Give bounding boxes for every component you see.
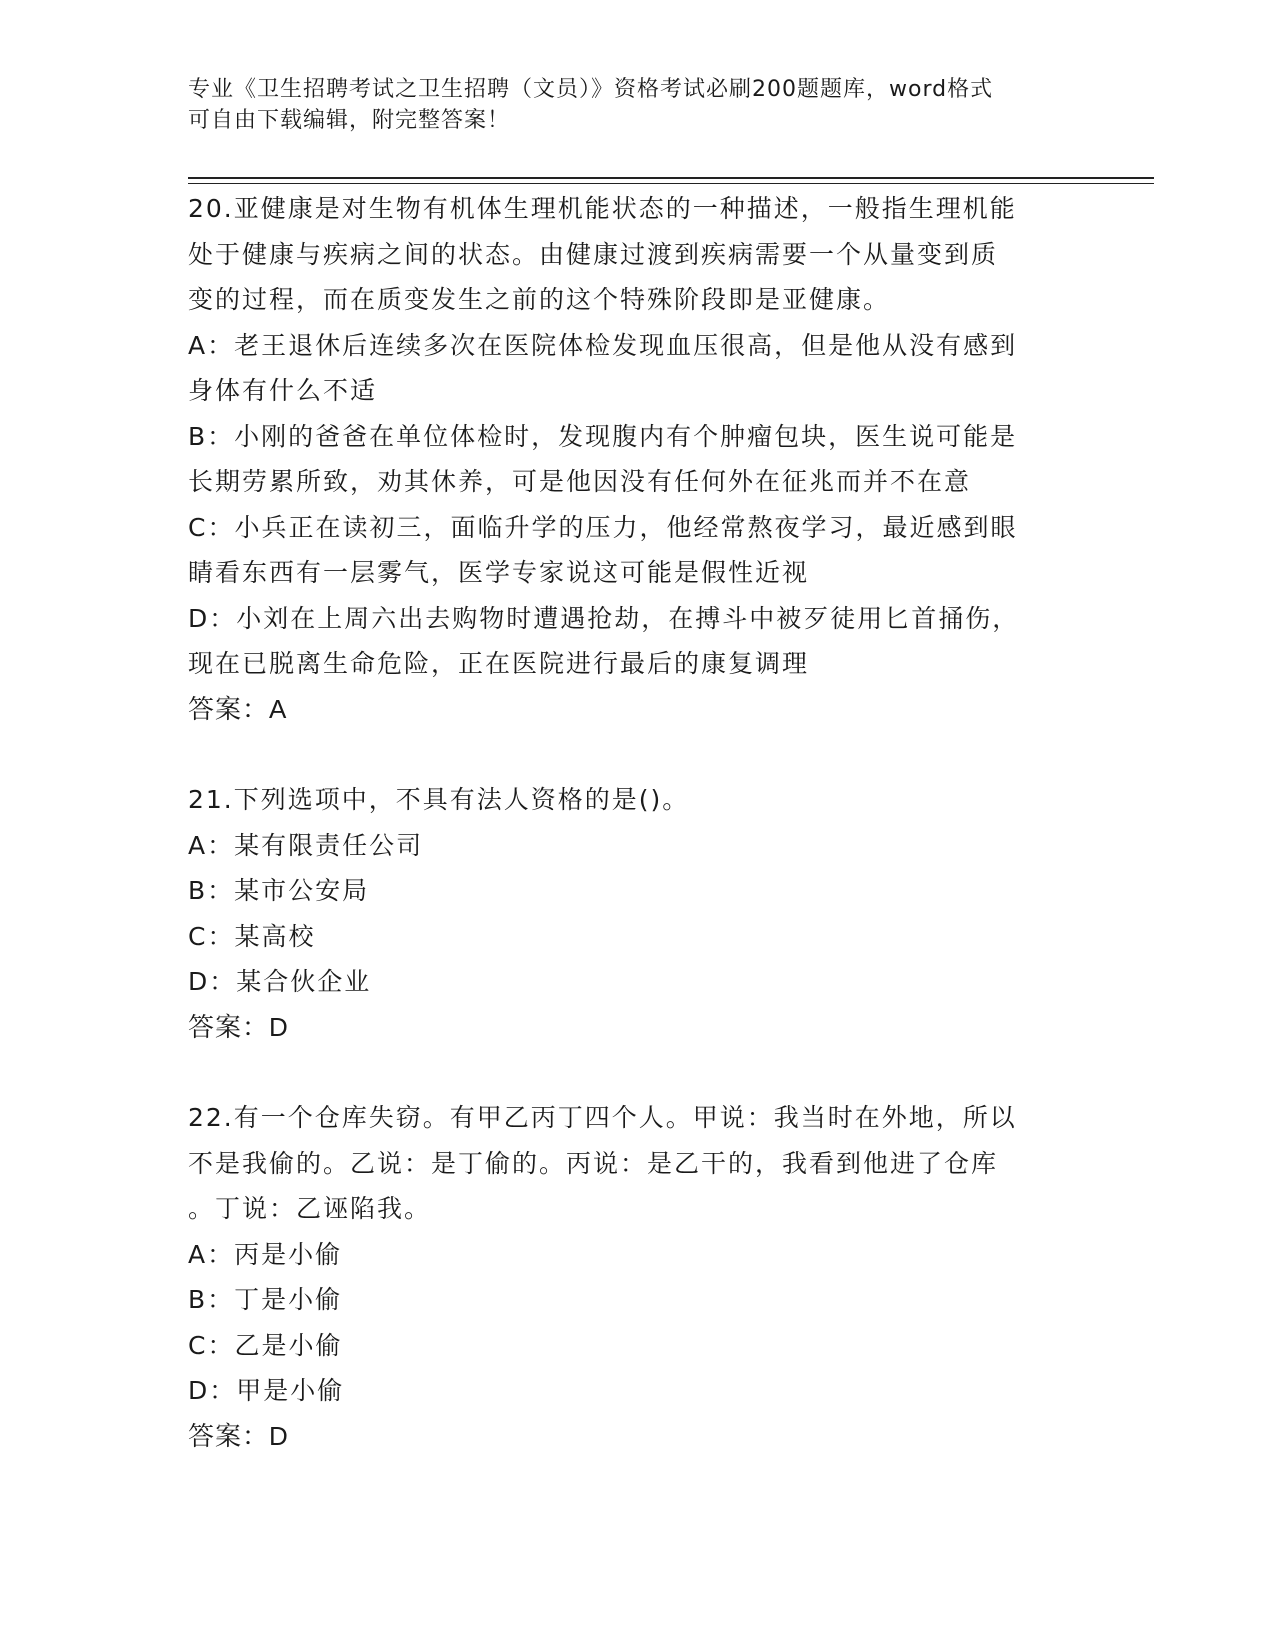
option-b-line: B：小刚的爸爸在单位体检时，发现腹内有个肿瘤包块，医生说可能是 bbox=[188, 421, 1018, 451]
question-stem-line: 21.下列选项中，不具有法人资格的是()。 bbox=[188, 785, 690, 814]
question-spacer bbox=[188, 1050, 1108, 1095]
option-c-line: 睛看东西有一层雾气，医学专家说这可能是假性近视 bbox=[188, 558, 810, 587]
option-b-line: B：某市公安局 bbox=[188, 876, 370, 905]
question-20 bbox=[188, 186, 1108, 732]
question-21 bbox=[188, 777, 1108, 1050]
header-line-2: 可自由下载编辑，附完整答案！ bbox=[188, 108, 511, 133]
question-stem-line: 22.有一个仓库失窃。有甲乙丙丁四个人。甲说：我当时在外地，所以 bbox=[188, 1103, 1017, 1132]
option-a-line: A：丙是小偷 bbox=[188, 1239, 343, 1269]
option-d-line: D：小刘在上周六出去购物时遭遇抢劫，在搏斗中被歹徒用匕首捅伤， bbox=[188, 603, 1020, 633]
question-stem-line: 20.亚健康是对生物有机体生理机能状态的一种描述，一般指生理机能 bbox=[188, 194, 1017, 223]
header-divider-thin bbox=[188, 183, 1154, 184]
option-d-line: D：甲是小偷 bbox=[188, 1376, 345, 1405]
option-a-line: A：老王退休后连续多次在医院体检发现血压很高，但是他从没有感到 bbox=[188, 330, 1018, 360]
option-c-line: C：某高校 bbox=[188, 921, 316, 951]
question-22 bbox=[188, 1095, 1108, 1459]
answer-label: 答案：D bbox=[188, 1011, 289, 1042]
option-a-line: 身体有什么不适 bbox=[188, 376, 378, 405]
option-d-line: D：某合伙企业 bbox=[188, 967, 372, 996]
question-stem-line: 处于健康与疾病之间的状态。由健康过渡到疾病需要一个从量变到质 bbox=[188, 239, 999, 269]
option-a-line: A：某有限责任公司 bbox=[188, 830, 424, 860]
option-d-line: 现在已脱离生命危险，正在医院进行最后的康复调理 bbox=[188, 649, 810, 678]
option-b-line: 长期劳累所致，劝其休养，可是他因没有任何外在征兆而并不在意 bbox=[188, 467, 972, 496]
question-stem-line: 。丁说：乙诬陷我。 bbox=[188, 1194, 432, 1223]
answer-label: 答案：A bbox=[188, 693, 288, 724]
header-divider-thick bbox=[188, 177, 1154, 179]
question-list bbox=[188, 186, 1108, 1459]
option-c-line: C：小兵正在读初三，面临升学的压力，他经常熬夜学习，最近感到眼 bbox=[188, 512, 1018, 542]
document-header bbox=[188, 74, 1088, 136]
option-b-line: B：丁是小偷 bbox=[188, 1285, 343, 1314]
question-stem-line: 不是我偷的。乙说：是丁偷的。丙说：是乙干的，我看到他进了仓库 bbox=[188, 1148, 999, 1178]
question-stem-line: 变的过程，而在质变发生之前的这个特殊阶段即是亚健康。 bbox=[188, 285, 891, 314]
answer-label: 答案：D bbox=[188, 1420, 289, 1451]
option-c-line: C：乙是小偷 bbox=[188, 1330, 343, 1360]
header-line-1: 专业《卫生招聘考试之卫生招聘（文员）》资格考试必刷200题题库，word格式 bbox=[188, 77, 994, 102]
question-spacer bbox=[188, 732, 1108, 777]
